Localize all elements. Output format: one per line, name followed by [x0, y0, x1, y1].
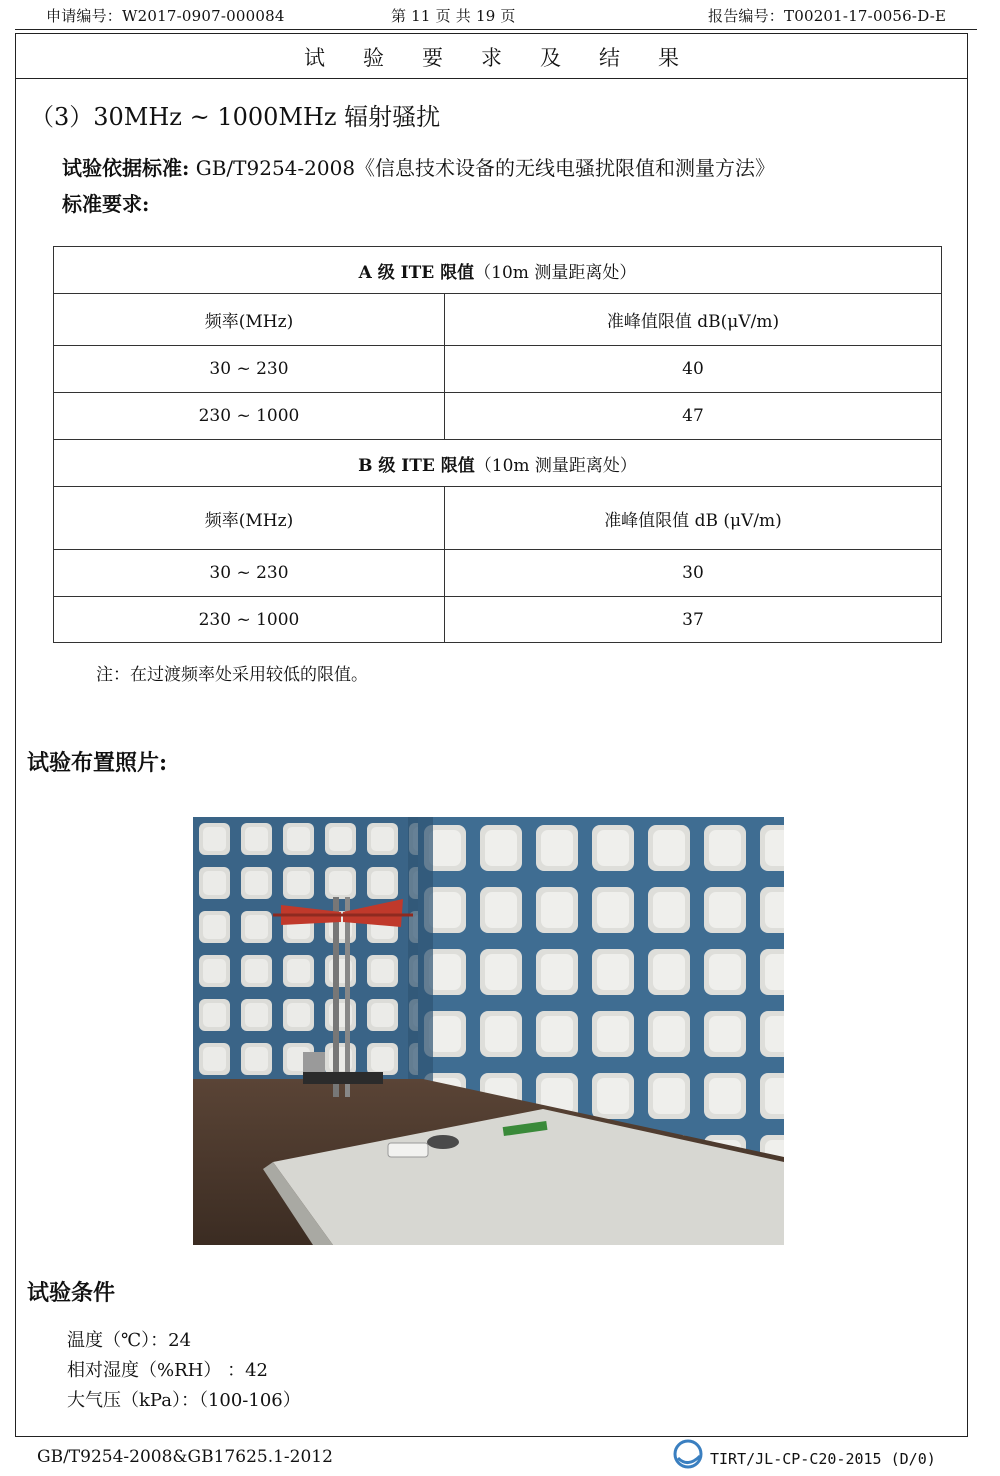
class-a-header-row — [54, 294, 942, 346]
footer-form-code: TIRT/JL-CP-C20-2015 (D/0) — [710, 1450, 936, 1468]
class-a-col-limit: 准峰值限值 dB(μV/m) — [445, 294, 942, 346]
condition-temperature: 温度（℃）：24 — [67, 1330, 192, 1351]
class-b-row2-limit: 37 — [445, 597, 942, 643]
class-b-col-limit: 准峰值限值 dB (μV/m) — [445, 487, 942, 550]
table-row — [54, 346, 942, 393]
class-a-col-freq: 频率(MHz) — [54, 294, 445, 346]
standard-line — [62, 152, 775, 181]
table-row — [54, 597, 942, 643]
table-note: 注：在过渡频率处采用较低的限值。 — [96, 665, 368, 685]
page-info: 第 11 页 共 19 页 — [391, 7, 516, 25]
class-a-row1-limit: 40 — [445, 346, 942, 393]
application-number: 申请编号：W2017-0907-000084 — [46, 7, 285, 25]
frame-title: 试验要求及结果 — [304, 46, 717, 70]
conditions-title: 试验条件 — [27, 1280, 116, 1306]
company-logo-icon — [672, 1438, 704, 1470]
anechoic-chamber-image — [193, 817, 784, 1245]
class-b-row2-freq: 230 ~ 1000 — [54, 597, 445, 643]
photo-title: 试验布置照片: — [27, 750, 168, 776]
class-b-title-row — [54, 440, 942, 487]
class-b-title-bold: B 级 ITE 限值 — [358, 455, 475, 476]
limit-table — [53, 246, 942, 643]
table-row — [54, 550, 942, 597]
frame-title-rule — [15, 78, 968, 79]
class-a-title-bold: A 级 ITE 限值 — [358, 262, 475, 283]
class-b-title — [54, 440, 942, 487]
class-a-row2-limit: 47 — [445, 393, 942, 440]
condition-humidity: 相对湿度（%RH） ：42 — [67, 1360, 268, 1381]
standard-value: GB/T9254-2008《信息技术设备的无线电骚扰限值和测量方法》 — [189, 156, 776, 180]
standard-label: 试验依据标准: — [62, 156, 190, 180]
class-b-title-rest: （10m 测量距离处） — [474, 455, 637, 476]
class-b-row1-limit: 30 — [445, 550, 942, 597]
table-row — [54, 393, 942, 440]
class-b-header-row — [54, 487, 942, 550]
test-setup-photo — [193, 817, 784, 1245]
condition-pressure: 大气压（kPa）：（100-106） — [67, 1390, 301, 1411]
footer-standards: GB/T9254-2008&GB17625.1-2012 — [37, 1447, 333, 1467]
class-a-title — [54, 247, 942, 294]
class-b-col-freq: 频率(MHz) — [54, 487, 445, 550]
class-a-title-row — [54, 247, 942, 294]
header-rule — [15, 29, 977, 30]
requirement-label: 标准要求: — [62, 192, 150, 216]
class-a-row2-freq: 230 ~ 1000 — [54, 393, 445, 440]
section-title: （3）30MHz ~ 1000MHz 辐射骚扰 — [30, 103, 441, 131]
class-b-row1-freq: 30 ~ 230 — [54, 550, 445, 597]
report-number: 报告编号：T00201-17-0056-D-E — [708, 7, 947, 25]
class-a-row1-freq: 30 ~ 230 — [54, 346, 445, 393]
class-a-title-rest: （10m 测量距离处） — [474, 262, 637, 283]
